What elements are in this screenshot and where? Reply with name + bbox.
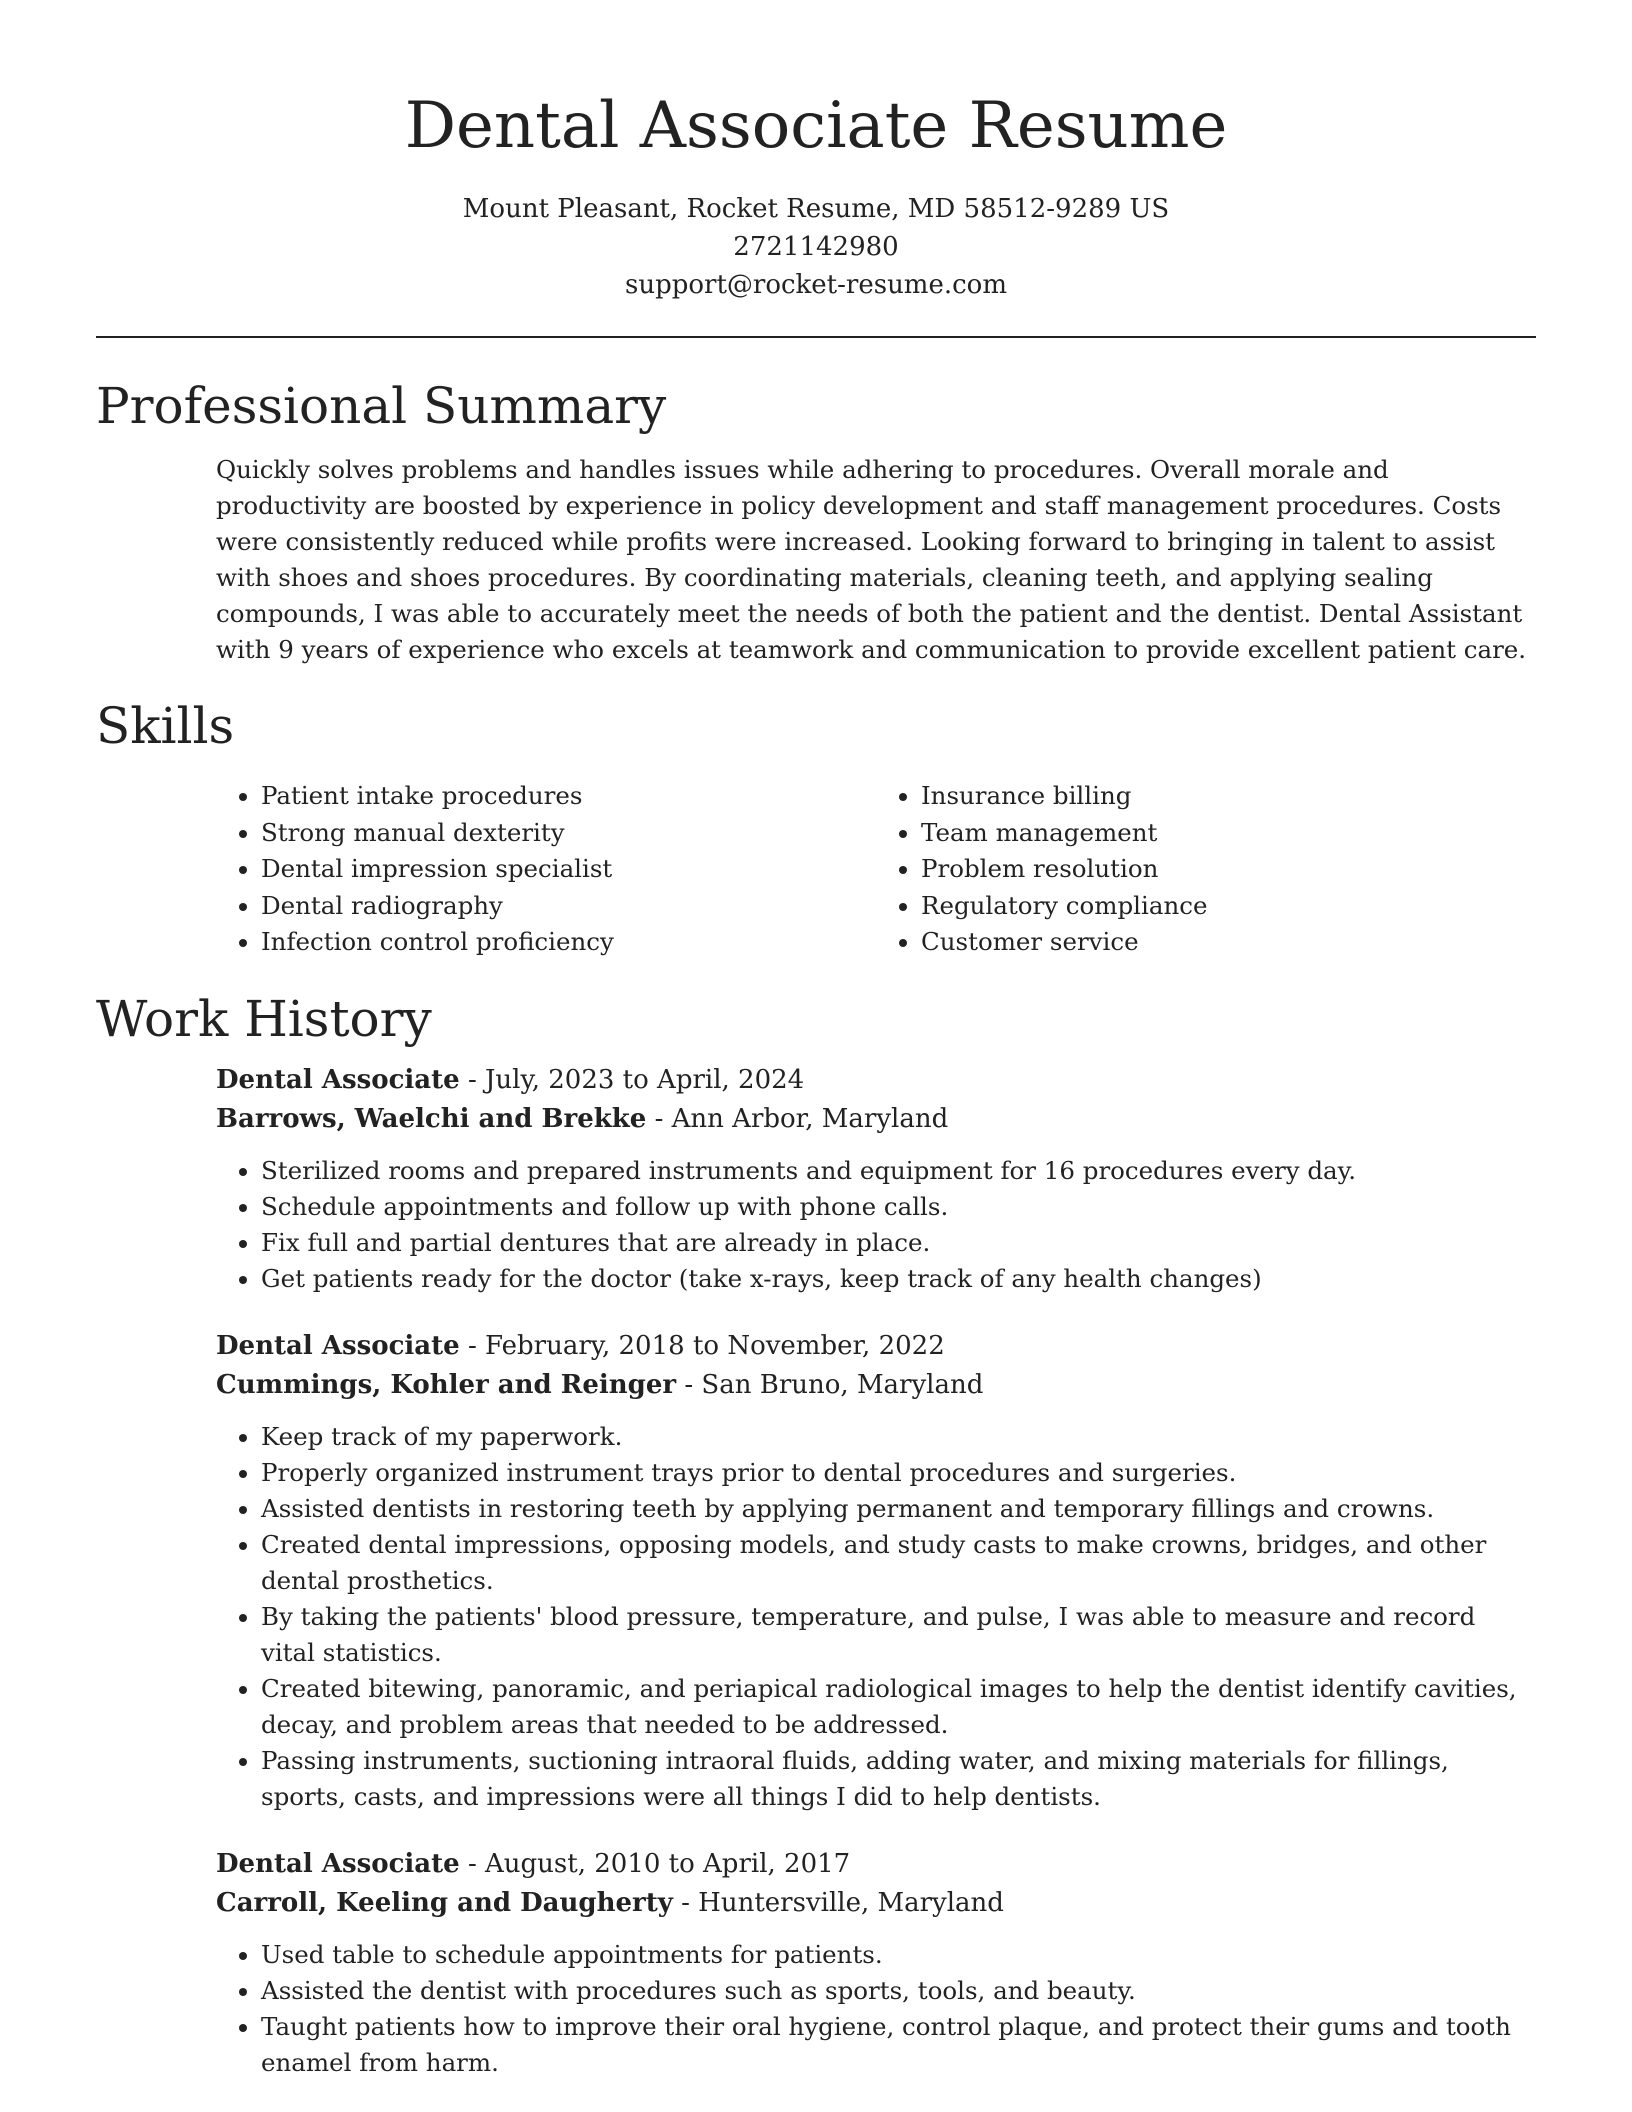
job-title-line xyxy=(216,1845,1536,1884)
job-bullet: • Created dental impressions, opposing models, and study casts to make crowns, bridges, and other dental prosthetics. xyxy=(261,1527,1536,1599)
skill-item: • Infection control proficiency xyxy=(261,924,876,961)
skill-item: • Regulatory compliance xyxy=(921,888,1536,925)
contact-address: Mount Pleasant, Rocket Resume, MD 58512-9289 US xyxy=(462,194,1170,224)
skill-item: • Dental impression specialist xyxy=(261,851,876,888)
job-bullet: • Taught patients how to improve their oral hygiene, control plaque, and protect their gums and tooth enamel from harm. xyxy=(261,2009,1536,2081)
job-location: - Ann Arbor, Maryland xyxy=(646,1103,949,1134)
skill-item: • Patient intake procedures xyxy=(261,778,876,815)
skill-item: • Strong manual dexterity xyxy=(261,815,876,852)
contact-phone: 2721142980 xyxy=(733,232,899,262)
skill-item: • Dental radiography xyxy=(261,888,876,925)
job-company: Barrows, Waelchi and Brekke xyxy=(216,1103,647,1134)
job-company-line xyxy=(216,1100,1536,1139)
job-entry-1 xyxy=(216,1061,1536,1297)
job-bullet: • Properly organized instrument trays prior to dental procedures and surgeries. xyxy=(261,1455,1536,1491)
job-dates: - August, 2010 to April, 2017 xyxy=(459,1848,851,1879)
job-role: Dental Associate xyxy=(216,1064,460,1095)
job-company: Cummings, Kohler and Reinger xyxy=(216,1369,677,1400)
contact-email: support@rocket-resume.com xyxy=(624,270,1007,300)
job-bullet: • Assisted dentists in restoring teeth by applying permanent and temporary fillings and crowns. xyxy=(261,1491,1536,1527)
job-bullets xyxy=(216,1419,1536,1815)
resume-title: Dental Associate Resume xyxy=(404,89,1228,163)
job-entry-2 xyxy=(216,1327,1536,1815)
job-bullet: • Get patients ready for the doctor (take x-rays, keep track of any health changes) xyxy=(261,1261,1536,1297)
skill-item: • Customer service xyxy=(921,924,1536,961)
job-dates: - February, 2018 to November, 2022 xyxy=(459,1330,945,1361)
skill-item: • Problem resolution xyxy=(921,851,1536,888)
job-bullet: • Fix full and partial dentures that are already in place. xyxy=(261,1225,1536,1261)
job-company-line xyxy=(216,1366,1536,1405)
job-title-line xyxy=(216,1061,1536,1100)
skills-list xyxy=(216,778,1536,961)
skill-item: • Team management xyxy=(921,815,1536,852)
job-bullets xyxy=(216,1937,1536,2081)
job-bullet: • Passing instruments, suctioning intraoral fluids, adding water, and mixing materials for fillings, sports, casts, and impressions were all things I did to help dentists. xyxy=(261,1743,1536,1815)
skills-column-left xyxy=(216,778,876,961)
job-bullet: • Assisted the dentist with procedures such as sports, tools, and beauty. xyxy=(261,1973,1536,2009)
job-bullet: • Used table to schedule appointments for patients. xyxy=(261,1937,1536,1973)
job-location: - San Bruno, Maryland xyxy=(676,1369,984,1400)
resume-header xyxy=(96,0,1536,304)
skills-column-right xyxy=(876,778,1536,961)
job-bullet: • Schedule appointments and follow up with phone calls. xyxy=(261,1189,1536,1225)
resume-page xyxy=(96,0,1536,2081)
job-bullet: • Keep track of my paperwork. xyxy=(261,1419,1536,1455)
summary-text: Quickly solves problems and handles issues while adhering to procedures. Overall morale and productivity are boosted by experience in policy development and staff management procedures. Costs were consistently reduced while profits were increased. Looking forward to bringing in talent to assist with shoes and shoes procedures. By coordinating materials, cleaning teeth, and applying sealing compounds, I was able to accurately meet the needs of both the patient and the dentist. Dental Assistant with 9 years of experience who excels at teamwork and communication to provide excellent patient care. xyxy=(216,455,1527,664)
job-company: Carroll, Keeling and Daugherty xyxy=(216,1887,673,1918)
job-dates: - July, 2023 to April, 2024 xyxy=(459,1064,805,1095)
job-bullet: • Sterilized rooms and prepared instruments and equipment for 16 procedures every day. xyxy=(261,1153,1536,1189)
job-location: - Huntersville, Maryland xyxy=(672,1887,1004,1918)
job-role: Dental Associate xyxy=(216,1330,460,1361)
work-history-heading: Work History xyxy=(96,989,432,1048)
job-bullets xyxy=(216,1153,1536,1297)
job-title-line xyxy=(216,1327,1536,1366)
job-bullet: • By taking the patients' blood pressure, temperature, and pulse, I was able to measure and record vital statistics. xyxy=(261,1599,1536,1671)
job-bullet: • Created bitewing, panoramic, and periapical radiological images to help the dentist identify cavities, decay, and problem areas that needed to be addressed. xyxy=(261,1671,1536,1743)
skills-heading: Skills xyxy=(96,697,235,755)
job-entry-3 xyxy=(216,1845,1536,2081)
skill-item: • Insurance billing xyxy=(921,778,1536,815)
job-role: Dental Associate xyxy=(216,1848,460,1879)
job-company-line xyxy=(216,1884,1536,1923)
summary-heading: Professional Summary xyxy=(96,377,667,435)
header-divider xyxy=(96,336,1536,338)
